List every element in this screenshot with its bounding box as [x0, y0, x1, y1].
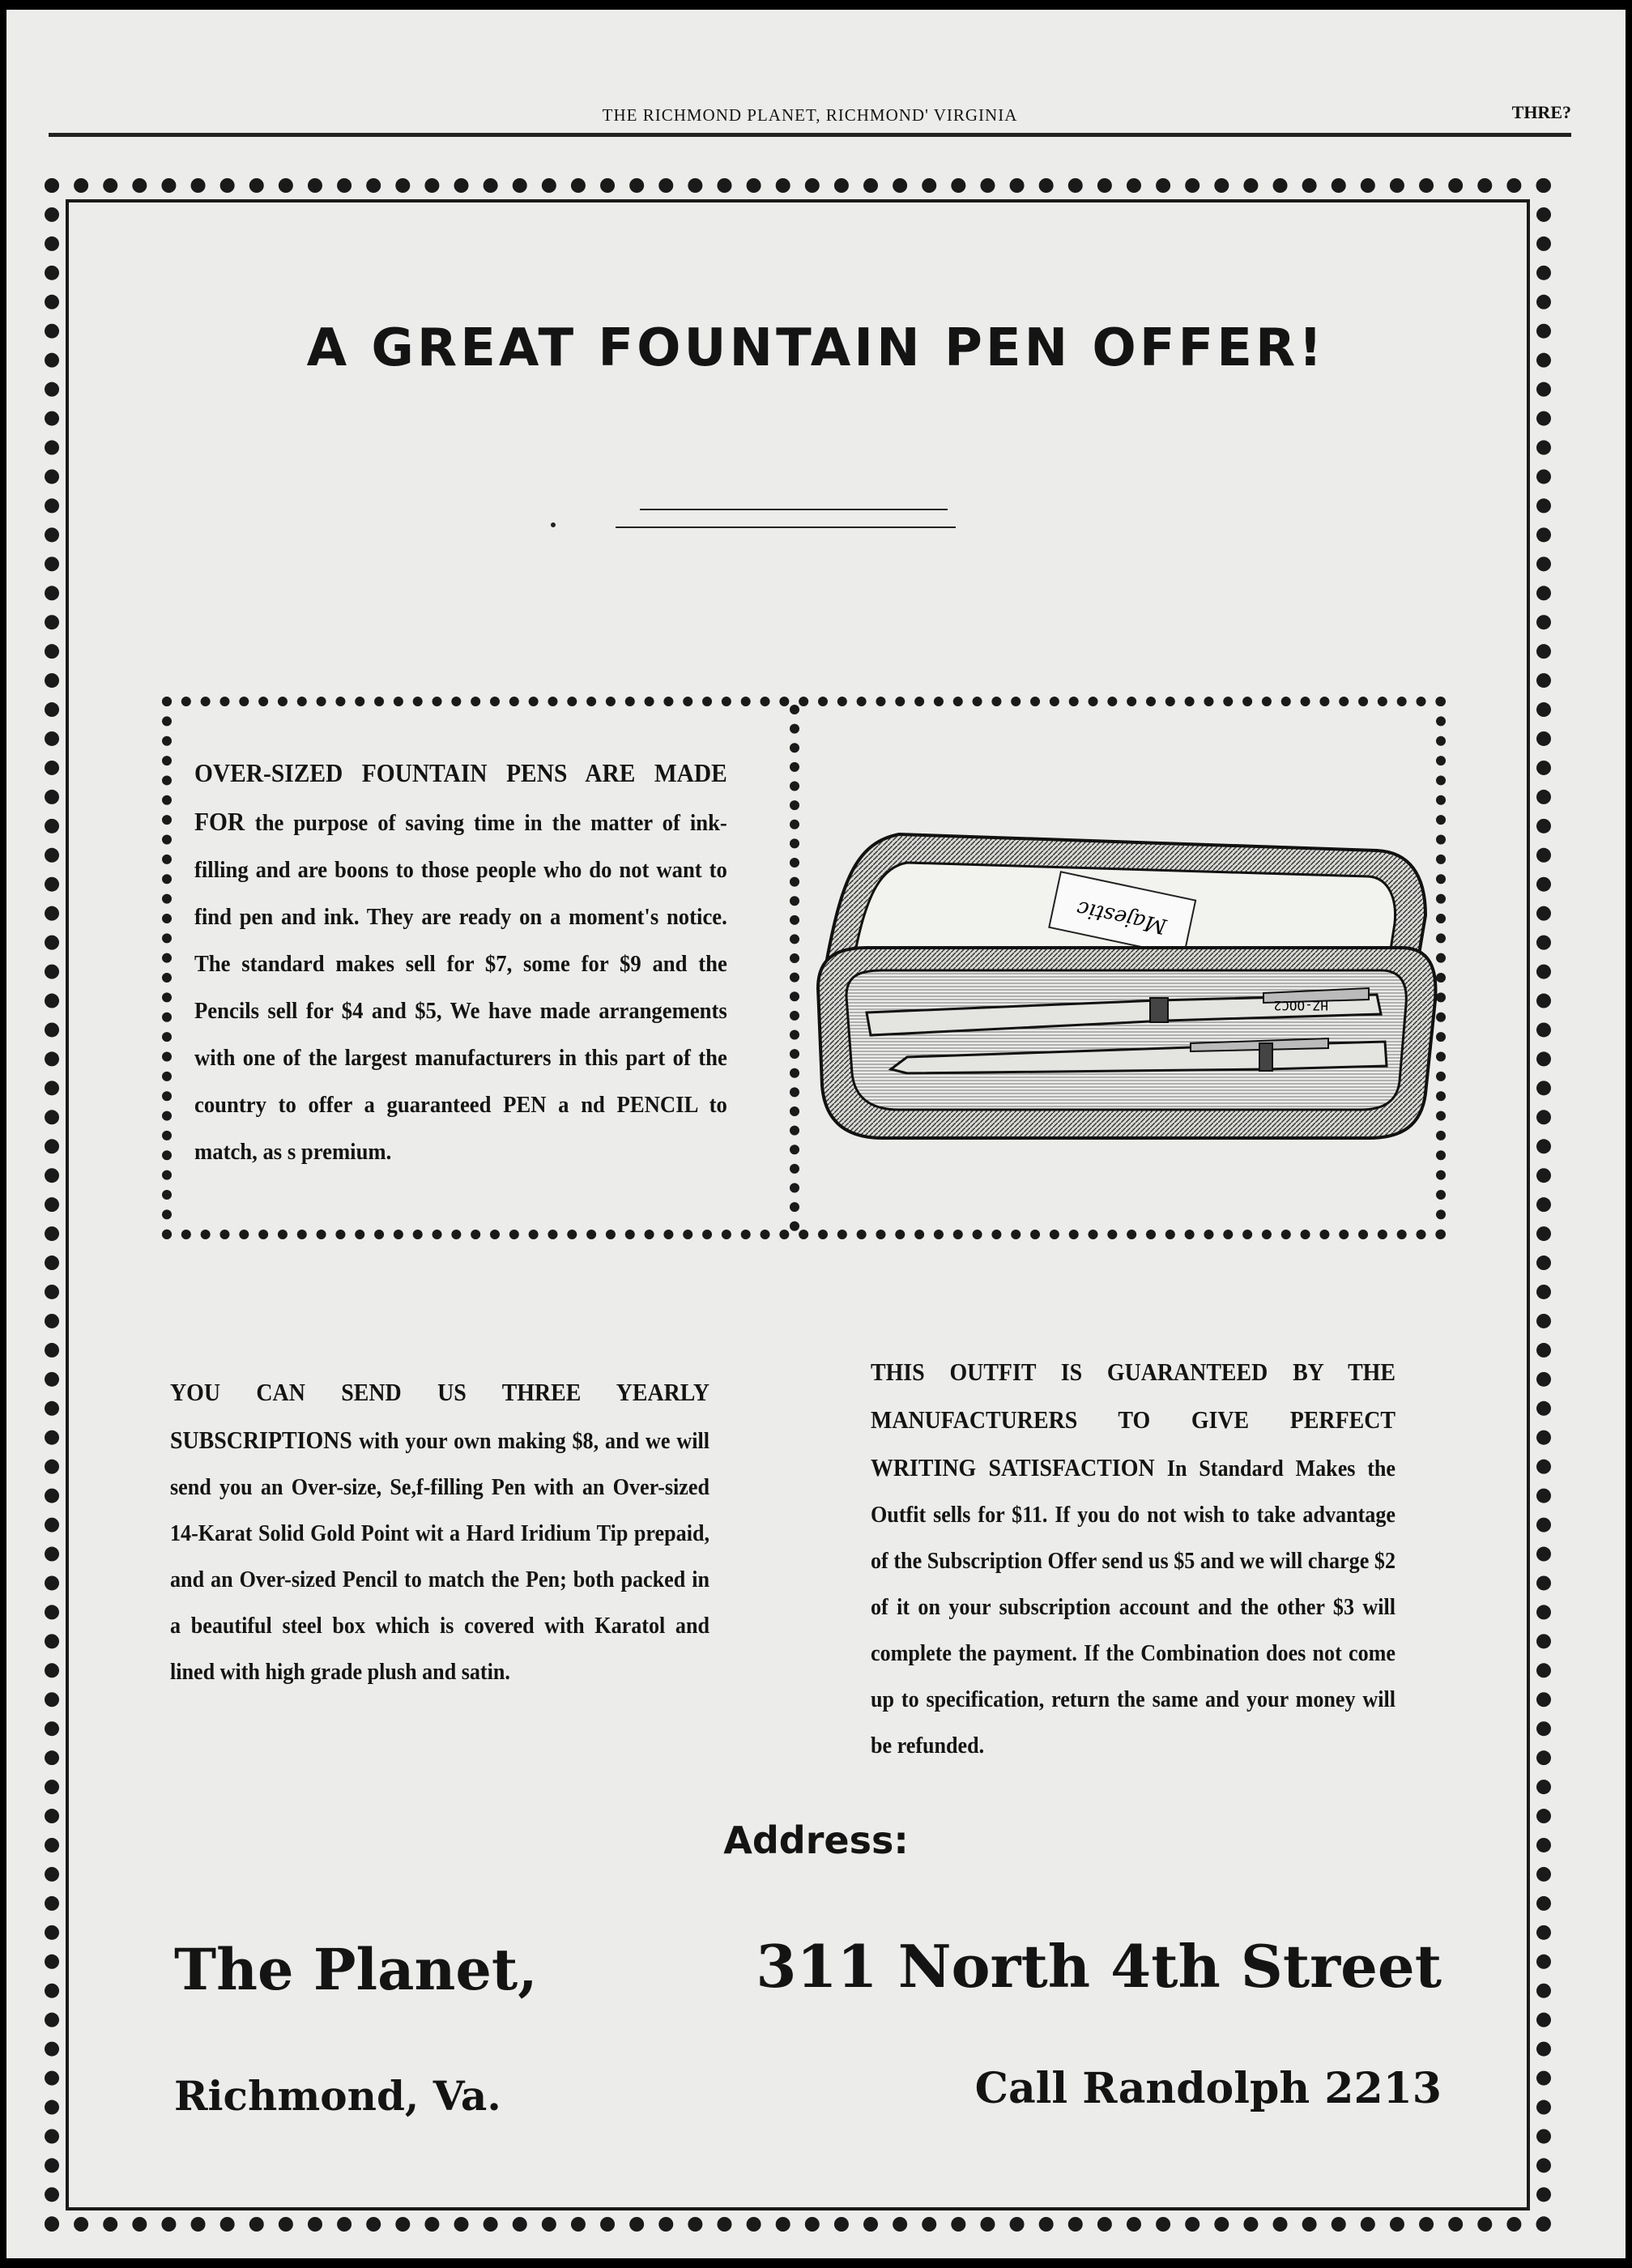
masthead-title: THE RICHMOND PLANET, RICHMOND' VIRGINIA [602, 105, 1018, 125]
masthead [49, 91, 1571, 139]
offer-body: the purpose of saving time in the matter of ink-filling and are boons to those people who do not want to find pen and ink. They are ready on a moment's notice. The standard makes sell for $7, some for $9 and the Pencils sell for $4 and $5, We have made arrangements with one of the largest manufacturers in this part of the country to offer a guaranteed PEN a nd PENCIL to match, as s premium. [194, 810, 727, 1165]
brand-ribbon-text: Majestic [1074, 895, 1169, 939]
ink-dot [551, 522, 556, 527]
address-label: Address: [723, 1818, 909, 1862]
offer-lead: OVER-SIZED FOUNTAIN PENS ARE MADE FOR [194, 758, 727, 836]
address-phone: Call Randolph 2213 [974, 2064, 1442, 2113]
subscription-body: with your own making $8, and we will send you an Over-size, Se,f-filling Pen with an Over-sized 14-Karat Solid Gold Point wit a Hard Iridium Tip prepaid, and an Over-sized Pencil to match the Pen; both packed in a beautiful steel box which is covered with Karatol and lined with high grade plush and satin. [170, 1428, 709, 1685]
page-headline: A GREAT FOUNTAIN PEN OFFER! [306, 318, 1326, 378]
guarantee-column [871, 1349, 1396, 1769]
pen-imprint-text: HZ-OOC2 [1273, 998, 1328, 1013]
guarantee-body: In Standard Makes the Outfit sells for $11. If you do not wish to take advantage of the Subscription Offer send us $5 and we will charge $2 of it on your subscription account and the other $3 will complete the payment. If the Combination does not come up to specification, return the same and your money will be refunded. [871, 1456, 1396, 1759]
headline-divider-bottom [616, 526, 956, 528]
address-street: 311 North 4th Street [756, 1932, 1442, 2001]
pen-case-illustration [810, 826, 1442, 1150]
headline-divider-top [640, 509, 948, 510]
offer-description [194, 749, 727, 1175]
offer-box-divider [790, 705, 799, 1231]
subscription-offer-column [170, 1369, 709, 1695]
guarantee-lead: THIS OUTFIT IS GUARANTEED BY THE MANUFACTURERS TO GIVE PERFECT WRITING SATISFACTION [871, 1358, 1396, 1481]
address-name: The Planet, [174, 1936, 538, 2003]
subscription-lead: YOU CAN SEND US THREE YEARLY SUBSCRIPTIONS [170, 1378, 709, 1454]
masthead-rule [49, 133, 1571, 137]
address-city: Richmond, Va. [174, 2072, 501, 2120]
page-number-word: THRE? [1511, 102, 1571, 122]
